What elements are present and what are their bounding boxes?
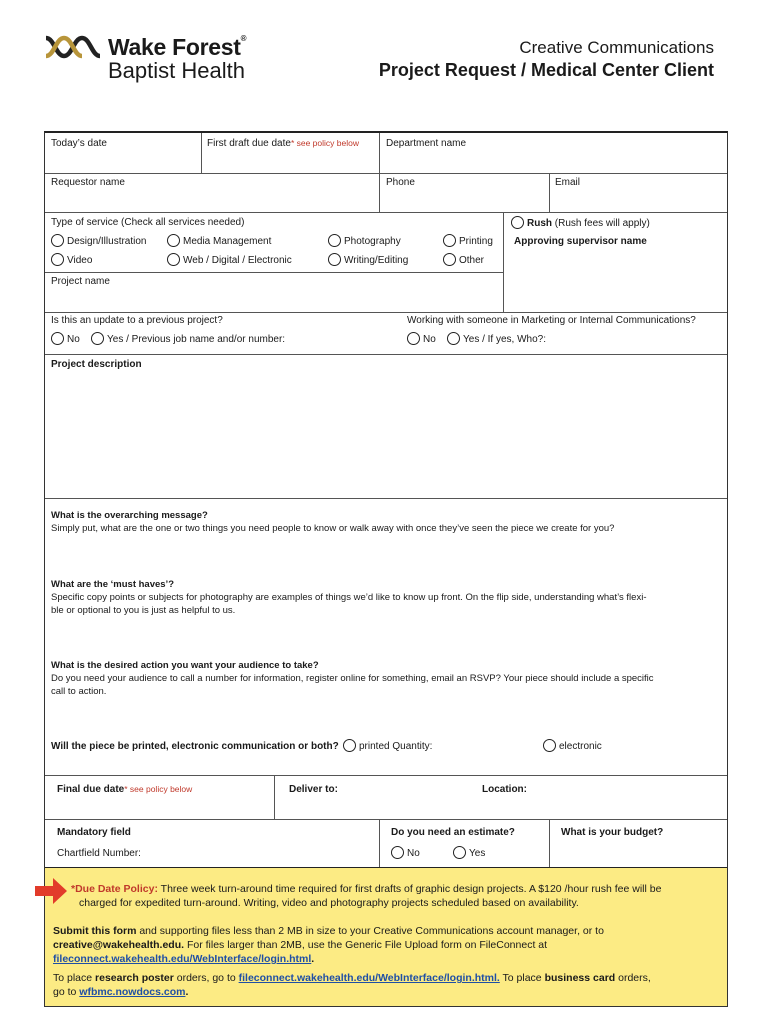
update-no-option[interactable]: No: [51, 333, 80, 346]
radio-circle-icon: [328, 253, 341, 266]
estimate-yes-option[interactable]: Yes: [453, 847, 485, 860]
phone-field[interactable]: Phone: [386, 177, 415, 188]
estimate-no-option[interactable]: No: [391, 847, 420, 860]
radio-circle-icon: [51, 234, 64, 247]
service-type-label: Type of service (Check all services needed): [51, 217, 245, 228]
deliver-to-field[interactable]: Deliver to:: [289, 784, 338, 795]
policy-note: * see policy below: [290, 138, 359, 148]
radio-circle-icon: [407, 332, 420, 345]
policy-line2: charged for expedited turn-around. Writing, video and photography projects scheduled based on availability.: [79, 897, 579, 909]
radio-circle-icon: [511, 216, 524, 229]
must-haves-question[interactable]: What are the ‘must haves’? Specific copy points or subjects for photography are examples of things we’d like to know up front. On the flip side, understanding what’s flexi- ble or optional to you is just as helpful to us.: [51, 579, 647, 616]
update-question: Is this an update to a previous project?: [51, 315, 223, 326]
rush-checkbox[interactable]: Rush (Rush fees will apply): [511, 217, 650, 230]
estimate-question: Do you need an estimate?: [391, 827, 515, 838]
location-field[interactable]: Location:: [482, 784, 527, 795]
radio-circle-icon: [51, 332, 64, 345]
radio-circle-icon: [328, 234, 341, 247]
marketing-yes-option[interactable]: Yes / If yes, Who?:: [447, 333, 546, 346]
chartfield-number-field[interactable]: Chartfield Number:: [57, 848, 141, 859]
update-yes-option[interactable]: Yes / Previous job name and/or number:: [91, 333, 285, 346]
submit-line2: creative@wakehealth.edu. For files larger than 2MB, use the Generic File Upload form on FileConnect at: [53, 939, 548, 951]
marketing-question: Working with someone in Marketing or Internal Communications?: [407, 315, 696, 326]
project-description-field[interactable]: Project description: [51, 359, 142, 370]
policy-line1: *Due Date Policy: Three week turn-around time required for first drafts of graphic design projects. A $120 /hour rush fee will be: [71, 883, 662, 895]
poster-line1: To place research poster orders, go to fileconnect.wakehealth.edu/WebInterface/login.html. To place business card orders,: [53, 972, 651, 984]
policy-note: * see policy below: [124, 784, 193, 794]
desired-action-question[interactable]: What is the desired action you want your audience to take? Do you need your audience to call a number for information, register online for something, email an RSVP? Your piece should include a specific call to action.: [51, 660, 654, 697]
nowdocs-link[interactable]: wfbmc.nowdocs.com: [79, 986, 186, 998]
todays-date-field[interactable]: Today’s date: [51, 138, 107, 149]
radio-circle-icon: [453, 846, 466, 859]
service-writing-option[interactable]: Writing/Editing: [328, 254, 408, 267]
service-design-option[interactable]: Design/Illustration: [51, 235, 146, 248]
service-video-option[interactable]: Video: [51, 254, 92, 267]
fileconnect-link[interactable]: fileconnect.wakehealth.edu/WebInterface/login.html: [53, 953, 312, 965]
radio-circle-icon: [91, 332, 104, 345]
arrow-right-icon: [35, 877, 69, 905]
radio-circle-icon: [167, 253, 180, 266]
creative-email-link[interactable]: creative@wakehealth.edu.: [53, 939, 185, 951]
radio-circle-icon: [543, 739, 556, 752]
first-draft-date-field[interactable]: First draft due date* see policy below: [207, 138, 359, 149]
service-printing-option[interactable]: Printing: [443, 235, 493, 248]
radio-circle-icon: [447, 332, 460, 345]
radio-circle-icon: [443, 234, 456, 247]
budget-field[interactable]: What is your budget?: [561, 827, 664, 838]
project-name-field[interactable]: Project name: [51, 276, 110, 287]
service-other-option[interactable]: Other: [443, 254, 484, 267]
submit-line1: Submit this form and supporting files less than 2 MB in size to your Creative Communications account manager, or to: [53, 925, 604, 937]
mandatory-field-label: Mandatory field: [57, 827, 131, 838]
printed-question: Will the piece be printed, electronic communication or both?: [51, 741, 339, 752]
printed-option[interactable]: printed Quantity:: [343, 740, 432, 753]
poster-fileconnect-link[interactable]: fileconnect.wakehealth.edu/WebInterface/login.html.: [238, 972, 500, 984]
header-subtitle: Creative Communications: [519, 38, 714, 57]
electronic-option[interactable]: electronic: [543, 740, 602, 753]
department-field[interactable]: Department name: [386, 138, 467, 149]
email-field[interactable]: Email: [555, 177, 581, 188]
approving-supervisor-field[interactable]: Approving supervisor name: [514, 236, 647, 247]
request-form: [44, 131, 728, 1007]
submit-line3: fileconnect.wakehealth.edu/WebInterface/login.html.: [53, 953, 315, 965]
service-media-option[interactable]: Media Management: [167, 235, 271, 248]
marketing-no-option[interactable]: No: [407, 333, 436, 346]
logo-name: Wake Forest®: [108, 34, 247, 60]
radio-circle-icon: [343, 739, 356, 752]
page-title: Project Request / Medical Center Client: [378, 60, 714, 80]
radio-circle-icon: [51, 253, 64, 266]
final-due-date-field[interactable]: Final due date* see policy below: [57, 784, 193, 795]
service-web-option[interactable]: Web / Digital / Electronic: [167, 254, 292, 267]
radio-circle-icon: [167, 234, 180, 247]
radio-circle-icon: [443, 253, 456, 266]
wake-forest-logo-icon: [44, 32, 104, 62]
logo-subname: Baptist Health: [108, 58, 245, 83]
requestor-field[interactable]: Requestor name: [51, 177, 125, 188]
service-photography-option[interactable]: Photography: [328, 235, 401, 248]
poster-line2: go to wfbmc.nowdocs.com.: [53, 986, 189, 998]
message-question[interactable]: What is the overarching message? Simply put, what are the one or two things you need people to know or walk away with once they’ve seen the piece we create for you?: [51, 510, 615, 534]
radio-circle-icon: [391, 846, 404, 859]
